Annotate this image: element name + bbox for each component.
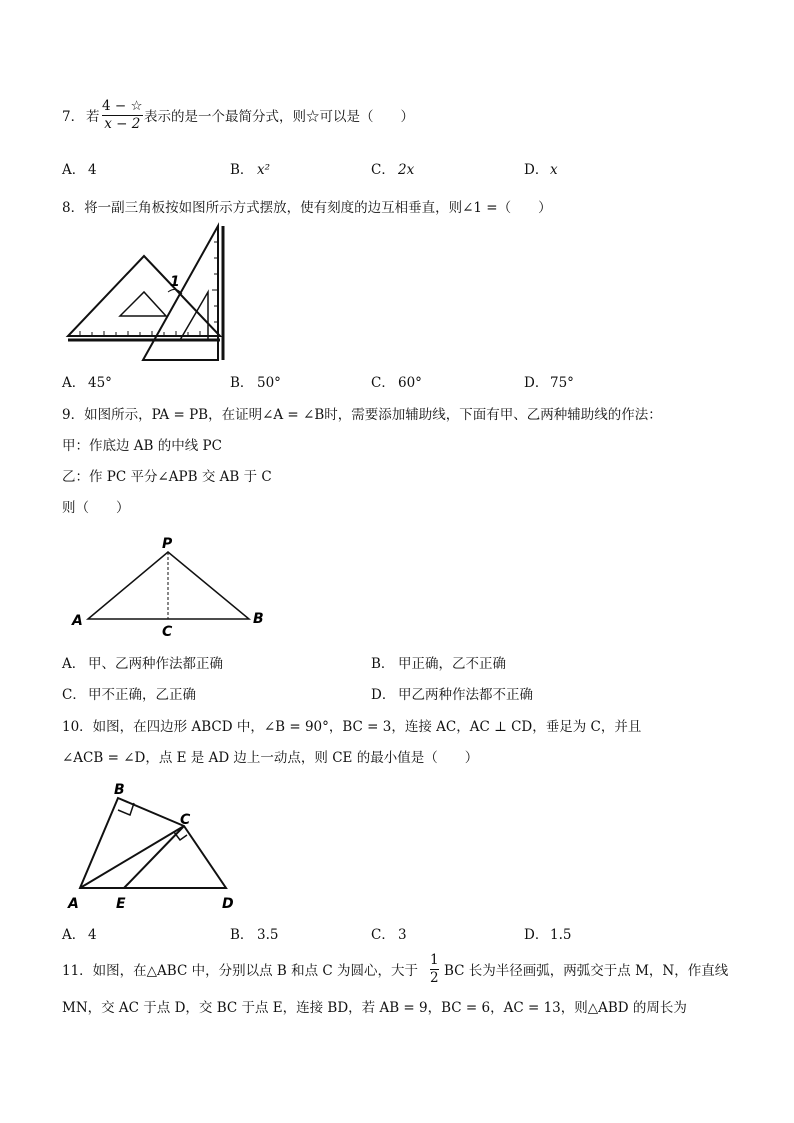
q7-option-a-label: A．: [62, 162, 86, 178]
q8-option-c-value: 60°: [398, 375, 422, 391]
q10-option-b-value: 3.5: [257, 927, 279, 943]
q7-number: 7．: [62, 109, 85, 125]
q9-triangle-figure: [68, 532, 268, 642]
q8-text: 8．将一副三角板按如图所示方式摆放，使有刻度的边互相垂直，则∠1 =（ ）: [62, 200, 552, 216]
q8-option-a-label: A．: [62, 375, 86, 391]
q11-fraction: [430, 952, 439, 987]
q11-line1-suffix: BC 长为半径画弧，两弧交于点 M，N，作直线: [444, 963, 729, 979]
q8-option-c-label: C．: [371, 375, 395, 391]
q8-option-a-value: 45°: [88, 375, 112, 391]
q8-set-squares-figure: [60, 222, 230, 367]
q9-method-jia: 甲：作底边 AB 的中线 PC: [62, 438, 222, 454]
q8-option-b-value: 50°: [257, 375, 281, 391]
q10-label-d: D: [222, 896, 234, 912]
q9-option-d-label: D．: [371, 687, 396, 703]
q9-label-p: P: [162, 536, 173, 552]
q7-option-d-label: D．: [524, 162, 549, 178]
q9-option-b-value: 甲正确，乙不正确: [398, 656, 506, 672]
q7-option-b-label: B．: [230, 162, 254, 178]
q10-option-c-value: 3: [398, 927, 407, 943]
q7-fraction: [102, 98, 143, 133]
q10-label-b: B: [114, 782, 125, 798]
q7-option-a-value: 4: [88, 162, 97, 178]
q11-line2: MN，交 AC 于点 D，交 BC 于点 E，连接 BD，若 AB = 9，BC = 6，AC = 13，则△ABD 的周长为: [62, 1000, 687, 1016]
q11-fraction-numerator: 1: [430, 952, 439, 968]
q10-label-c: C: [180, 812, 191, 828]
q11-fraction-denominator: 2: [430, 970, 439, 986]
q9-method-yi: 乙：作 PC 平分∠APB 交 AB 于 C: [62, 469, 272, 485]
q9-text: 9．如图所示，PA = PB，在证明∠A = ∠B时，需要添加辅助线，下面有甲、乙两种辅助线的作法：: [62, 407, 662, 423]
q7-suffix: 表示的是一个最简分式，则☆可以是（ ）: [144, 109, 414, 125]
q7-prefix: 若: [86, 109, 100, 125]
q10-line1: 10．如图，在四边形 ABCD 中，∠B = 90°，BC = 3，连接 AC，AC ⊥ CD，垂足为 C，并且: [62, 719, 642, 735]
q9-label-b: B: [253, 611, 264, 627]
q9-option-a-label: A．: [62, 656, 86, 672]
q8-option-d-value: 75°: [550, 375, 574, 391]
q9-option-d-value: 甲乙两种作法都不正确: [398, 687, 533, 703]
q7-option-b-value: x²: [257, 162, 271, 178]
q7-option-c-value: 2x: [398, 162, 415, 178]
q11-line1-prefix: 11．如图，在△ABC 中，分别以点 B 和点 C 为圆心，大于: [62, 963, 419, 979]
q9-option-c-value: 甲不正确，乙正确: [88, 687, 196, 703]
q10-quadrilateral-figure: [66, 778, 246, 913]
q10-option-a-value: 4: [88, 927, 97, 943]
q7-option-d-value: x: [550, 162, 558, 178]
q10-option-d-label: D．: [524, 927, 549, 943]
q10-option-b-label: B．: [230, 927, 254, 943]
q9-option-c-label: C．: [62, 687, 86, 703]
q10-option-a-label: A．: [62, 927, 86, 943]
q9-label-c: C: [162, 624, 173, 640]
q9-then: 则（ ）: [62, 500, 130, 516]
q7-fraction-denominator: x − 2: [104, 116, 141, 132]
q10-option-c-label: C．: [371, 927, 395, 943]
q9-option-b-label: B．: [371, 656, 395, 672]
q10-label-a: A: [68, 896, 79, 912]
q10-line2: ∠ACB = ∠D，点 E 是 AD 边上一动点，则 CE 的最小值是（ ）: [62, 750, 479, 766]
q10-option-d-value: 1.5: [550, 927, 572, 943]
q9-option-a-value: 甲、乙两种作法都正确: [88, 656, 223, 672]
q7-option-c-label: C．: [371, 162, 395, 178]
q8-angle-label: 1: [170, 274, 180, 290]
q8-option-d-label: D．: [524, 375, 549, 391]
q8-option-b-label: B．: [230, 375, 254, 391]
q10-label-e: E: [116, 896, 126, 912]
q7-fraction-numerator: 4 − ☆: [102, 98, 143, 114]
q9-label-a: A: [72, 613, 83, 629]
